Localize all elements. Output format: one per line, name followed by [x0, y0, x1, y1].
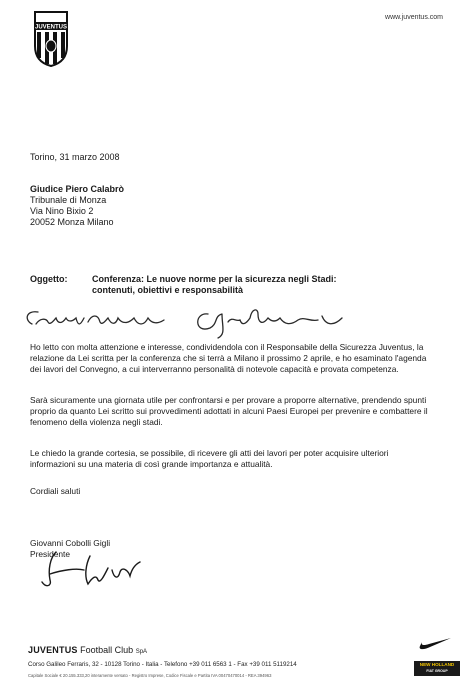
footer-club-juventus: JUVENTUS: [28, 645, 78, 655]
paragraph-3: Le chiedo la grande cortesia, se possibile, di ricevere gli atti dei lavori per poter acquisire ulteriori informazioni su una materia di così grande importanza e attualità.: [30, 448, 389, 469]
footer-club-spa: SpA: [135, 649, 148, 655]
signatory-title: Presidente: [30, 549, 71, 559]
website-link[interactable]: www.juventus.com: [385, 14, 443, 21]
recipient-address: [30, 184, 124, 228]
sponsor-logo: [414, 661, 460, 676]
logo-text: JUVENTUS: [34, 24, 68, 31]
recipient-name: Giudice Piero Calabrò: [30, 184, 125, 194]
sponsor-name: NEW HOLLAND: [419, 662, 455, 667]
paragraph-1: Ho letto con molta attenzione e interesse, condividendola con il Responsabile della Sicurezza Juventus, la relazione da Lei scritta per la conferenza che si terrà a Milano il prossimo 2 aprile, e ho esaminato l'agenda dei lavori del Convegno, a cui interverranno personalità di notevole capacità e provata competenza.: [30, 342, 427, 374]
signatory-name: Giovanni Cobolli Gigli: [30, 538, 111, 548]
recipient-line3: 20052 Monza Milano: [30, 217, 114, 227]
subject: [92, 274, 412, 296]
closing-salutation: Cordiali saluti: [30, 486, 81, 496]
subject-label: Oggetto:: [30, 274, 68, 284]
recipient-line2: Via Nino Bixio 2: [30, 206, 94, 216]
subject-line-1: Conferenza: Le nuove norme per la sicurezza negli Stadi:: [92, 274, 337, 284]
juventus-logo: [32, 10, 70, 68]
handwritten-greeting: [18, 300, 363, 340]
footer-address: Corso Galileo Ferraris, 32 - 10128 Torino - Italia - Telefono +39 011 6563 1 - Fax +39 011 5119214: [28, 661, 297, 668]
paragraph-2: Sarà sicuramente una giornata utile per confrontarsi e per provare a proporre alternative, prendendo spunti proprio da quanto Lei scritto sui provvedimenti adottati in alcuni Paesi Europei per prevenire e combattere il fenomeno della violenza negli stadi.: [30, 395, 428, 427]
recipient-line1: Tribunale di Monza: [30, 195, 107, 205]
footer-club-suffix: Football Club: [80, 645, 134, 655]
footer-legal: Capitale Sociale € 20.155.333,20 interamente versato - Registro Imprese, Codice Fiscale e Partita IVA 00470470014 - REA 394963: [28, 673, 272, 678]
sponsor-group: FIAT GROUP: [426, 669, 448, 673]
subject-line-2: contenuti, obiettivi e responsabilità: [92, 285, 244, 295]
nike-swoosh-icon: [418, 636, 452, 650]
footer-club-name: [28, 645, 147, 655]
letter-date: Torino, 31 marzo 2008: [30, 152, 120, 162]
handwritten-signature: [36, 546, 146, 591]
